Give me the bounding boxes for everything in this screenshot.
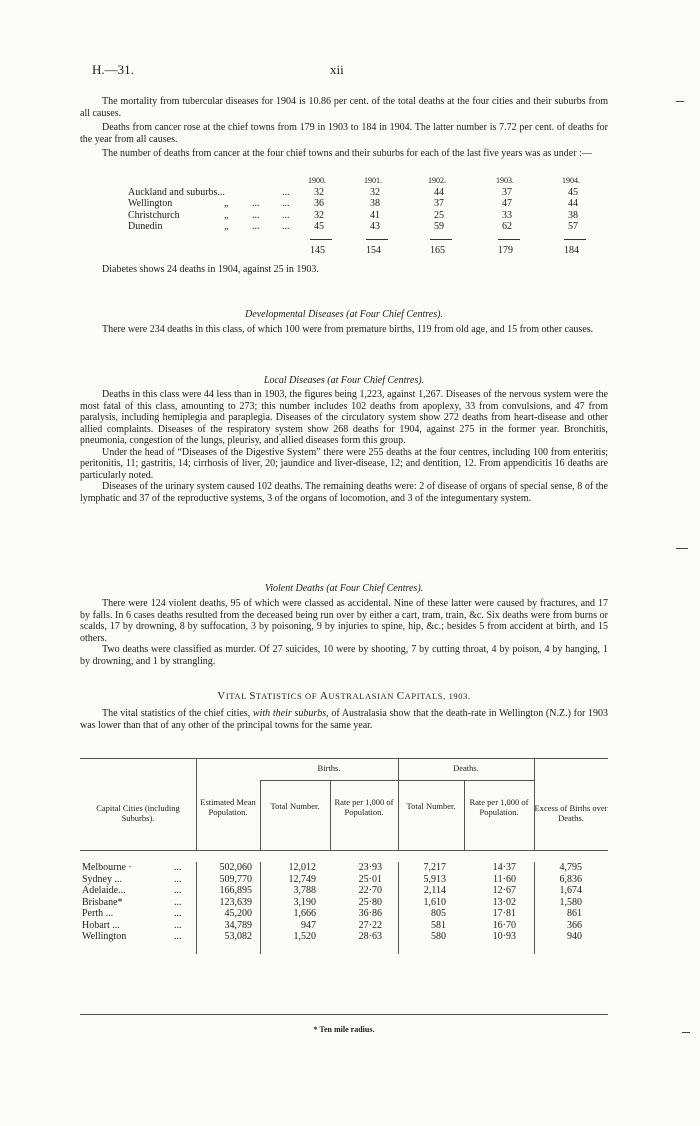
local-paragraphs: Deaths in this class were 44 less than in 1903, the figures being 1,223, against 1,267. Diseases of the nervous system were the most fatal of this class, amounting to 273; this number includes 102 deaths from apoplexy, 33 from convulsions, and 47 from paralysis, including hemiplegia and paraplegia. Diseases of the circulatory system show 272 deaths from heart-disease and other allied complaints. Diseases of the respiratory system show 268 deaths for 1904, against 275 in the former year. Bronchitis, pneumonia, congestion of the lungs, pleurisy, and allied diseases form this group. Under the head of “Diseases of the Digestive System” there were 255 deaths at the four centres, including 100 from enteritis; peritonitis, 11; gastritis, 14; cirrhosis of liver, 20; jaundice and liver-disease, 12; and dentition, 12. From appendicitis 16 deaths are particularly noted. Diseases of the urinary system caused 102 deaths. The remaining deaths were: 2 of disease of organs of special sense, 8 of the lymphatic and 37 of the reproductive systems, 3 of the organs of locomotion, and 3 of the integumentary system. xyxy=(80,389,608,504)
cancer-table-row: Christchurch „ ... ... 32 41 25 33 38 xyxy=(128,209,578,221)
tubercular-paragraph: The mortality from tubercular diseases for 1904 is 10.86 per cent. of the total deaths at the four cities and their suburbs from all causes. xyxy=(80,96,608,119)
header-births-total: Total Number. xyxy=(270,801,320,811)
header-population: Estimated Mean Population. xyxy=(200,797,256,817)
cancer-table-row: Dunedin „ ... ... 45 43 59 62 57 xyxy=(128,221,578,232)
local-heading: Local Diseases (at Four Chief Centres). xyxy=(263,375,425,386)
year-1901: 1901. xyxy=(364,176,382,185)
diabetes-paragraph: Diabetes shows 24 deaths in 1904, against 25 in 1903. xyxy=(102,264,319,275)
cancer-table-rules xyxy=(126,233,606,245)
cancer-table-intro: The number of deaths from cancer at the four chief towns and their suburbs for each of the last five years was as under :— xyxy=(102,148,592,159)
cancer-table-row: Wellington „ ... ... 36 38 37 47 44 xyxy=(128,198,578,209)
header-deaths-total: Total Number. xyxy=(406,801,456,811)
table-row: Sydney ... ... 509,770 12,749 25·01 5,913 11·60 6,836 xyxy=(82,873,582,885)
cancer-table-row: Auckland and suburbs... ... 32 32 44 37 45 xyxy=(128,186,578,198)
vital-statistics-intro: The vital statistics of the chief cities, with their suburbs, of Australasia show that the death-rate in Wellington (N.Z.) for 1903 was lower than that of any other of the principal towns for the same year. xyxy=(80,708,608,731)
table-row: Hobart ... ... 34,789 947 27·22 581 16·70 366 xyxy=(82,919,582,931)
table-row: Melbourne · ... 502,060 12,012 23·93 7,217 14·37 4,795 xyxy=(82,862,582,873)
header-deaths-rate: Rate per 1,000 of Population. xyxy=(469,797,529,817)
table-row: Brisbane* ... 123,639 3,190 25·80 1,610 13·02 1,580 xyxy=(82,896,582,908)
developmental-paragraph: There were 234 deaths in this class, of which 100 were from premature births, 119 from old age, and 15 from other causes. xyxy=(102,324,594,335)
header-births: Births. xyxy=(317,763,341,773)
cancer-table-year-header xyxy=(126,175,606,187)
margin-mark xyxy=(676,548,688,549)
cancer-table-totals: 145 154 165 179 184 xyxy=(310,244,579,256)
header-births-rate: Rate per 1,000 of Population. xyxy=(334,797,394,817)
violent-paragraphs: There were 124 violent deaths, 95 of which were classed as accidental. Nine of these latter were caused by fractures, and 17 by falls. In 6 cases deaths resulted from the deceased being run over by either a cart, tram, train, &c. Six deaths were from burns or scalds, 17 by drowning, 8 by suffocation, 3 by poisoning, 9 by injuries to spine, hip, &c.; besides 5 from accident at birth, and 15 others. Two deaths were classified as murder. Of 27 suicides, 10 were by shooting, 7 by cutting throat, 4 by poison, 4 by hanging, 1 by drowning, and 1 by strangling. xyxy=(80,598,608,667)
margin-mark xyxy=(676,101,684,102)
header-capital-cities: Capital Cities (including Suburbs). xyxy=(96,803,180,823)
year-1903: 1903. xyxy=(496,176,514,185)
report-id: H.—31. xyxy=(92,62,134,77)
year-1900: 1900. xyxy=(308,176,326,185)
vital-statistics-heading: VITAL STATISTICS OF AUSTRALASIAN CAPITALS, 1903. xyxy=(217,690,471,702)
table-row: Adelaide... ... 166,895 3,788 22·70 2,114 12·67 1,674 xyxy=(82,885,582,896)
developmental-heading: Developmental Diseases (at Four Chief Centres). xyxy=(245,309,443,320)
table-row: Perth ... ... 45,200 1,666 36·86 805 17·81 861 xyxy=(82,908,582,919)
table-row: Wellington ... 53,082 1,520 28·63 580 10·93 940 xyxy=(82,931,582,942)
header-excess: Excess of Births over Deaths. xyxy=(534,803,608,823)
year-1902: 1902. xyxy=(428,176,446,185)
cancer-deaths-table xyxy=(126,175,606,256)
page-number: xii xyxy=(330,62,344,77)
margin-mark xyxy=(682,1032,690,1033)
header-deaths: Deaths. xyxy=(453,763,479,773)
table-footnote: * Ten mile radius. xyxy=(313,1025,375,1034)
violent-heading: Violent Deaths (at Four Chief Centres). xyxy=(264,583,424,594)
year-1904: 1904. xyxy=(562,176,580,185)
cancer-paragraph: Deaths from cancer rose at the chief towns from 179 in 1903 to 184 in 1904. The latter number is 7.72 per cent. of deaths for the year from all causes. xyxy=(80,122,608,145)
